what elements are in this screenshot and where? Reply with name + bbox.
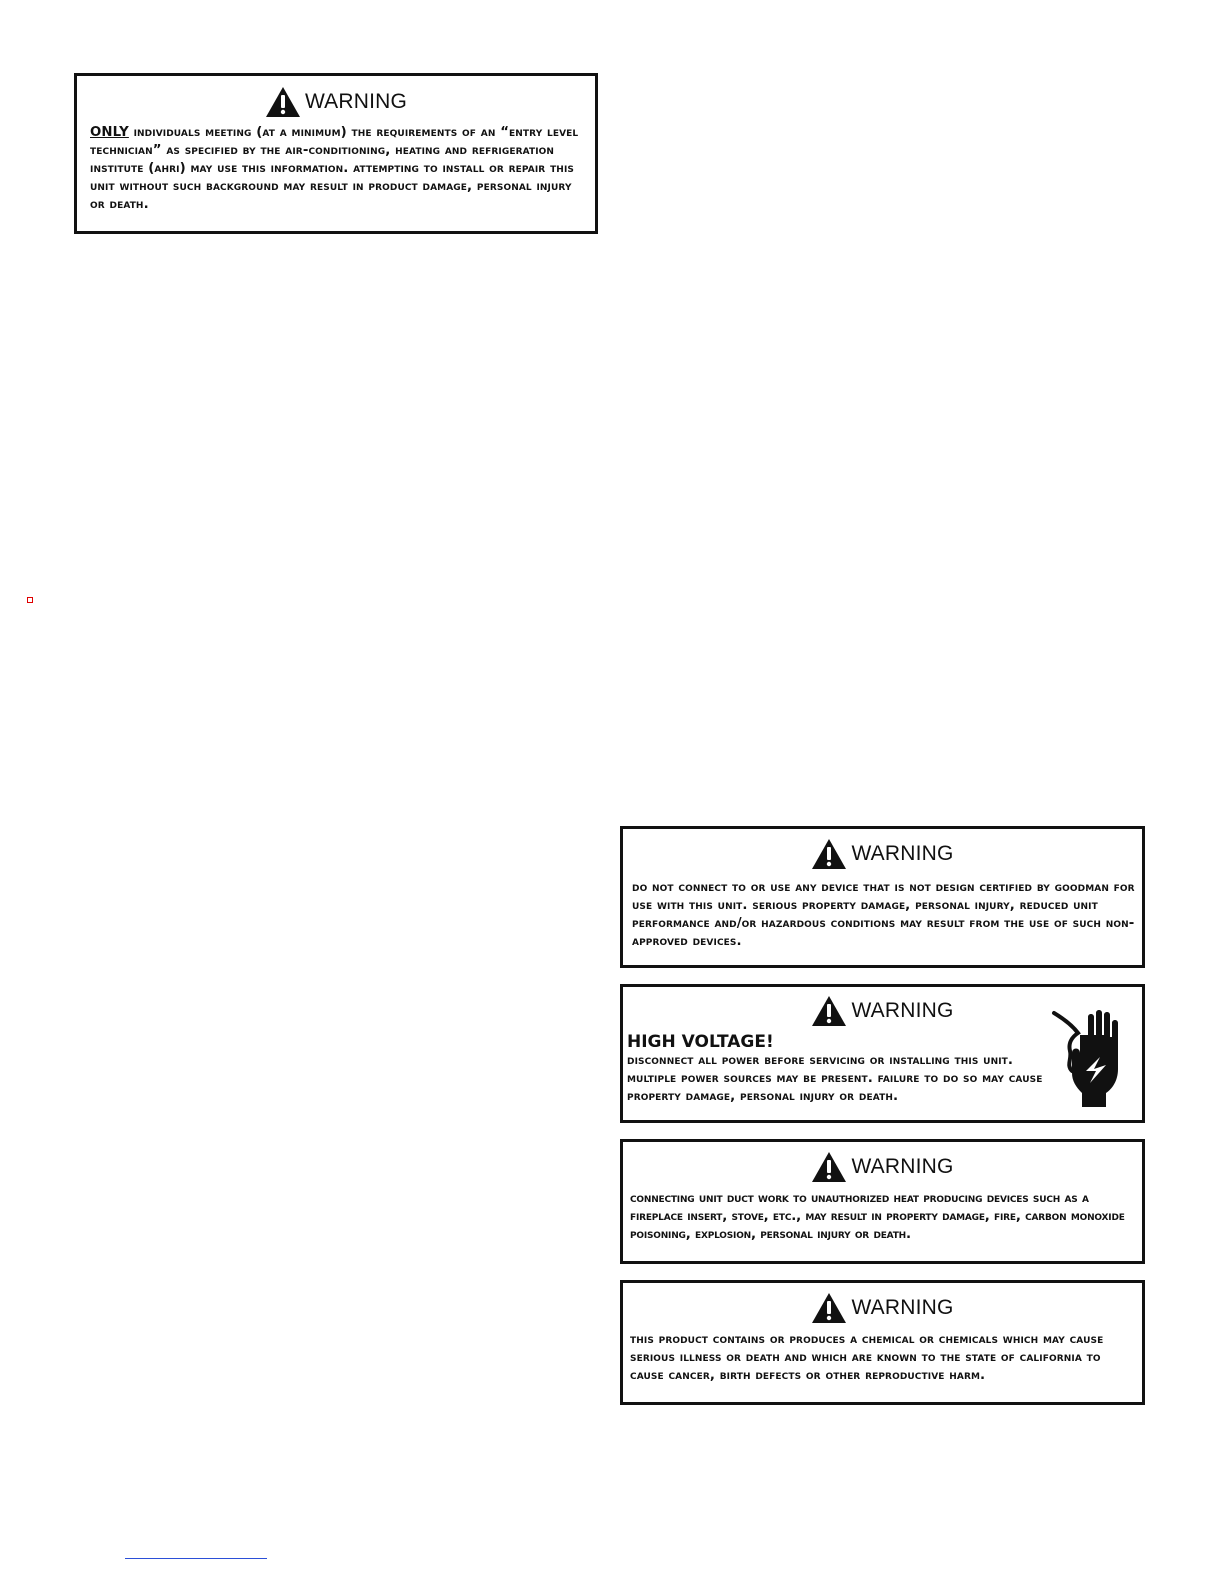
warning-emphasis: ONLY [90,125,129,140]
warning-heading: WARNING [851,999,954,1022]
warning-text: ONLY individuals meeting (at a minimum) the requirements of an “entry level technician” as specified by the air-conditioning, heating and refrigeration institute (ahri) may use this information. attempting to install or repair this unit without such background may result in product damage, personal injury or death. [90,125,579,212]
warning-text: connecting unit duct work to unauthorized heat producing devices such as a fireplace insert, stove, etc., may result in property damage, fire, carbon monoxide poisoning, explosion, personal injury or death. [630,1191,1125,1242]
warning-text: this product contains or produces a chemical or chemicals which may cause serious illness or death and which are known to the state of california to cause cancer, birth defects or other reproductive harm. [630,1332,1104,1383]
warning-triangle-icon [811,838,847,870]
warning-box-duct-work [620,1139,1145,1264]
warning-heading: WARNING [851,1155,954,1178]
footer-link-underline[interactable] [125,1558,267,1559]
warning-heading: WARNING [851,842,954,865]
warning-triangle-icon [811,1151,847,1183]
high-voltage-hand-icon [1050,1009,1134,1109]
warning-heading: WARNING [304,90,408,113]
warning-box-devices [620,826,1145,968]
warning-header [623,1147,1142,1187]
warning-box-california [620,1280,1145,1405]
warning-header [623,1288,1142,1328]
warning-triangle-icon [811,995,847,1027]
warning-triangle-icon [811,1292,847,1324]
warning-header [77,82,595,122]
warning-triangle-icon [265,86,301,118]
warning-box-technician [74,73,598,234]
high-voltage-title: HIGH VOLTAGE! [627,1032,774,1052]
warning-text: do not connect to or use any device that is not design certified by goodman for use with this unit. serious property damage, personal injury, reduced unit performance and/or hazardous conditions may result from the use of such non-approved devices. [632,880,1135,949]
warning-box-high-voltage [620,984,1145,1123]
warning-header [623,834,1142,874]
warning-text: disconnect all power before servicing or installing this unit. multiple power sources may be present. failure to do so may cause property damage, personal injury or death. [627,1053,1043,1104]
warning-heading: WARNING [851,1296,954,1319]
red-marker [27,597,33,603]
